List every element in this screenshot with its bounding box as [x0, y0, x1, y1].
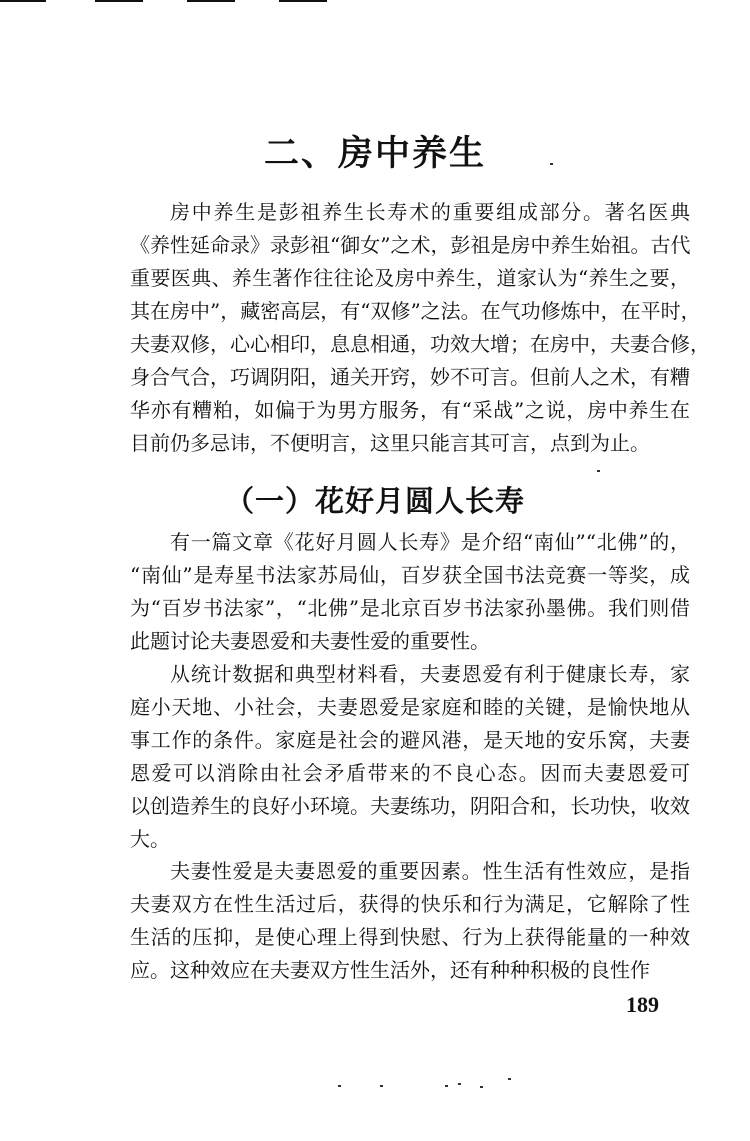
scan-speck — [458, 1083, 461, 1085]
text-line: 应。这种效应在夫妻双方性生活外，还有种种积极的良性作 — [130, 958, 650, 982]
text-line: “南仙”是寿星书法家苏局仙，百岁获全国书法竞赛一等奖，成 — [130, 563, 690, 587]
text-line: 恩爱可以消除由社会矛盾带来的不良心态。因而夫妻恩爱可 — [130, 761, 690, 785]
text-line: 为“百岁书法家”，“北佛”是北京百岁书法家孙墨佛。我们则借 — [130, 596, 690, 620]
scan-speck — [338, 1085, 341, 1087]
text-line: 大。 — [130, 827, 170, 851]
text-line: 事工作的条件。家庭是社会的避风港，是天地的安乐窝，夫妻 — [130, 728, 690, 752]
text-line: 从统计数据和典型材料看，夫妻恩爱有利于健康长寿，家 — [170, 662, 690, 686]
text-line: 以创造养生的良好小环境。夫妻练功，阴阳合和，长功快，收效 — [130, 794, 690, 818]
paragraph-sexual-love — [130, 855, 690, 987]
top-rule-4 — [279, 0, 327, 2]
paragraph-intro — [130, 196, 710, 460]
text-line: 《养性延命录》录彭祖“御女”之术，彭祖是房中养生始祖。古代 — [130, 233, 691, 257]
text-line: 夫妻性爱是夫妻恩爱的重要因素。性生活有性效应，是指 — [170, 859, 690, 883]
page-number: 189 — [626, 992, 659, 1017]
text-line: 华亦有糟粕，如偏于为男方服务，有“采战”之说，房中养生在 — [130, 398, 690, 422]
section-title: （一）花好月圆人长寿 — [224, 484, 525, 518]
text-line: 此题讨论夫妻恩爱和夫妻性爱的重要性。 — [130, 629, 490, 653]
text-line: 其在房中”，藏密高层，有“双修”之法。在气功修炼中，在平时， — [130, 299, 701, 323]
text-line: 房中养生是彭祖养生长寿术的重要组成部分。著名医典 — [170, 200, 690, 224]
text-line: 夫妻双修，心心相印，息息相通，功效大增；在房中，夫妻合修， — [130, 332, 710, 356]
text-line: 目前仍多忌讳，不便明言，这里只能言其可言，点到为止。 — [130, 431, 650, 455]
text-line: 身合气合，巧调阴阳，通关开窍，妙不可言。但前人之术，有糟 — [130, 365, 690, 389]
text-line: 生活的压抑，是使心理上得到快慰、行为上获得能量的一种效 — [130, 925, 690, 949]
scan-speck — [445, 1085, 448, 1087]
scan-speck — [508, 1078, 511, 1080]
scan-speck — [597, 470, 600, 472]
scan-speck — [550, 163, 553, 165]
text-line: 夫妻双方在性生活过后，获得的快乐和行为满足，它解除了性 — [130, 892, 690, 916]
text-line: 重要医典、养生著作往往论及房中养生，道家认为“养生之要， — [130, 266, 690, 290]
paragraph-article — [130, 526, 690, 658]
text-line: 有一篇文章《花好月圆人长寿》是介绍“南仙”“北佛”的， — [170, 530, 690, 554]
scan-speck — [380, 1085, 383, 1087]
top-rule-3 — [187, 0, 235, 2]
scan-speck — [480, 1086, 483, 1088]
paragraph-statistics — [130, 658, 690, 856]
top-rule-2 — [95, 0, 143, 2]
top-rule-1 — [0, 0, 46, 2]
text-line: 庭小天地、小社会，夫妻恩爱是家庭和睦的关键，是愉快地从 — [130, 695, 690, 719]
page-title: 二、房中养生 — [263, 134, 486, 174]
